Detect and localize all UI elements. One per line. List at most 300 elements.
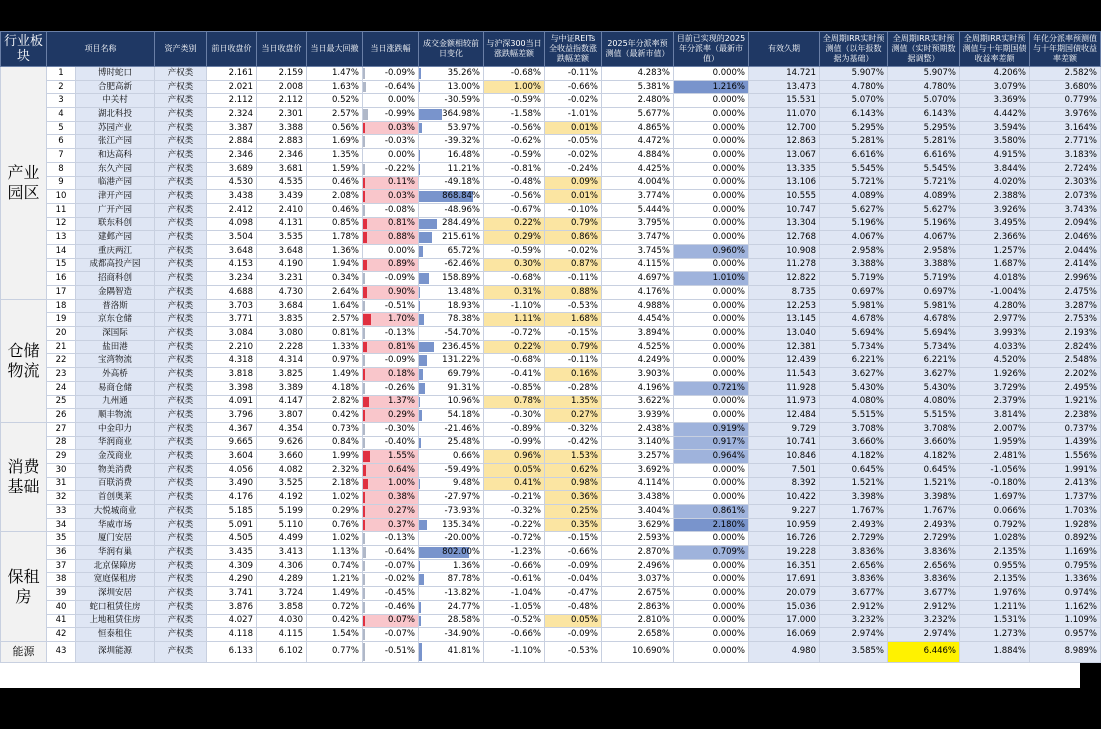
- turnover-text: 16.48%: [447, 149, 480, 160]
- vs-reits-index-cell: 0.88%: [545, 286, 602, 300]
- vs-csi300-cell: -0.62%: [484, 135, 545, 149]
- project-name-cell: 外高桥: [76, 368, 155, 382]
- irr-spread-cell: 1.697%: [960, 491, 1030, 505]
- irr-adjusted-cell: 5.295%: [888, 121, 960, 135]
- close-cell: 4.131: [257, 217, 307, 231]
- dist-realized-cell: 0.000%: [674, 258, 749, 272]
- change-text: -0.64%: [384, 546, 415, 557]
- irr-annual-cell: 5.981%: [820, 299, 888, 313]
- irr-spread-cell: 4.915%: [960, 149, 1030, 163]
- irr-adjusted-cell: 5.721%: [888, 176, 960, 190]
- change-text: -0.07%: [384, 629, 415, 640]
- max-drawdown-cell: 1.94%: [307, 258, 363, 272]
- turnover-text: -48.96%: [444, 204, 480, 215]
- day-change-cell: [363, 258, 419, 272]
- turnover-bar: [419, 150, 420, 161]
- turnover-change-cell: [419, 327, 484, 341]
- vs-csi300-cell: -1.58%: [484, 108, 545, 122]
- dist-spread-cell: 2.073%: [1030, 190, 1101, 204]
- row-index-cell: 32: [47, 491, 76, 505]
- irr-annual-cell: 1.767%: [820, 505, 888, 519]
- change-text: 0.00%: [387, 149, 415, 160]
- irr-adjusted-cell: 0.697%: [888, 286, 960, 300]
- dist-forecast-cell: 5.444%: [602, 203, 674, 217]
- irr-adjusted-cell: 5.719%: [888, 272, 960, 286]
- max-drawdown-cell: 0.73%: [307, 422, 363, 436]
- turnover-change-cell: [419, 299, 484, 313]
- irr-spread-cell: 3.079%: [960, 80, 1030, 94]
- irr-spread-cell: -1.056%: [960, 463, 1030, 477]
- header-irr-spread: 全周期IRR实时预测值与十年期国债收益率差额: [960, 32, 1030, 67]
- dist-realized-cell: 0.917%: [674, 436, 749, 450]
- dist-forecast-cell: 10.690%: [602, 641, 674, 662]
- project-name-cell: 深圳能源: [76, 641, 155, 662]
- asset-class-cell: 产权类: [155, 477, 207, 491]
- close-cell: 9.626: [257, 436, 307, 450]
- turnover-bar: [419, 397, 420, 408]
- project-name-cell: 中金印力: [76, 422, 155, 436]
- irr-adjusted-cell: 1.521%: [888, 477, 960, 491]
- turnover-text: 54.18%: [447, 410, 480, 421]
- dist-forecast-cell: 4.472%: [602, 135, 674, 149]
- vs-reits-index-cell: -0.11%: [545, 354, 602, 368]
- duration-cell: 12.484: [749, 409, 820, 423]
- row-index-cell: 31: [47, 477, 76, 491]
- close-cell: 4.030: [257, 614, 307, 628]
- header-sector: 行业板块: [1, 32, 47, 67]
- duration-cell: 12.253: [749, 299, 820, 313]
- turnover-bar: [419, 410, 422, 421]
- vs-csi300-cell: -0.68%: [484, 354, 545, 368]
- project-name-cell: 北京保障房: [76, 559, 155, 573]
- irr-spread-cell: 3.926%: [960, 203, 1030, 217]
- duration-cell: 13.067: [749, 149, 820, 163]
- table-row: [1, 190, 1101, 204]
- turnover-text: 11.21%: [447, 163, 480, 174]
- row-index-cell: 13: [47, 231, 76, 245]
- vs-csi300-cell: -0.99%: [484, 436, 545, 450]
- irr-adjusted-cell: 5.545%: [888, 162, 960, 176]
- project-name-cell: 金茂商业: [76, 450, 155, 464]
- vs-csi300-cell: 0.41%: [484, 477, 545, 491]
- vs-csi300-cell: -0.59%: [484, 149, 545, 163]
- reits-table-sheet: [0, 31, 1097, 688]
- irr-annual-cell: 2.493%: [820, 518, 888, 532]
- prev-close-cell: 4.056: [207, 463, 257, 477]
- dist-realized-cell: 0.000%: [674, 573, 749, 587]
- turnover-text: -62.46%: [444, 259, 480, 270]
- vs-reits-index-cell: -1.01%: [545, 108, 602, 122]
- table-row: [1, 176, 1101, 190]
- prev-close-cell: 3.234: [207, 272, 257, 286]
- change-bar: [363, 287, 367, 298]
- dist-spread-cell: 2.753%: [1030, 313, 1101, 327]
- duration-cell: 13.304: [749, 217, 820, 231]
- day-change-cell: [363, 190, 419, 204]
- prev-close-cell: 3.876: [207, 600, 257, 614]
- project-name-cell: 首创奥莱: [76, 491, 155, 505]
- close-cell: 3.684: [257, 299, 307, 313]
- table-row: [1, 94, 1101, 108]
- irr-annual-cell: 2.729%: [820, 532, 888, 546]
- project-name-cell: 物美消费: [76, 463, 155, 477]
- turnover-text: 13.48%: [447, 286, 480, 297]
- irr-spread-cell: 1.028%: [960, 532, 1030, 546]
- day-change-cell: [363, 381, 419, 395]
- vs-reits-index-cell: -0.48%: [545, 600, 602, 614]
- day-change-cell: [363, 203, 419, 217]
- change-text: 0.27%: [387, 505, 415, 516]
- prev-close-cell: 2.412: [207, 203, 257, 217]
- dist-realized-cell: 0.000%: [674, 67, 749, 81]
- dist-forecast-cell: 3.622%: [602, 395, 674, 409]
- turnover-text: -13.82%: [444, 587, 480, 598]
- dist-spread-cell: 1.703%: [1030, 505, 1101, 519]
- irr-annual-cell: 2.958%: [820, 244, 888, 258]
- turnover-change-cell: [419, 463, 484, 477]
- irr-spread-cell: -0.180%: [960, 477, 1030, 491]
- table-row: [1, 518, 1101, 532]
- dist-forecast-cell: 3.745%: [602, 244, 674, 258]
- project-name-cell: 盐田港: [76, 340, 155, 354]
- dist-forecast-cell: 4.176%: [602, 286, 674, 300]
- asset-class-cell: 产权类: [155, 176, 207, 190]
- irr-annual-cell: 4.089%: [820, 190, 888, 204]
- table-row: [1, 395, 1101, 409]
- change-bar: [363, 438, 365, 449]
- irr-adjusted-cell: 0.645%: [888, 463, 960, 477]
- vs-csi300-cell: -1.04%: [484, 587, 545, 601]
- table-row: [1, 80, 1101, 94]
- irr-annual-cell: 6.143%: [820, 108, 888, 122]
- turnover-bar: [419, 438, 421, 449]
- dist-forecast-cell: 3.438%: [602, 491, 674, 505]
- dist-spread-cell: 2.413%: [1030, 477, 1101, 491]
- day-change-cell: [363, 231, 419, 245]
- turnover-text: 24.77%: [447, 601, 480, 612]
- vs-reits-index-cell: 0.09%: [545, 176, 602, 190]
- irr-annual-cell: 3.677%: [820, 587, 888, 601]
- close-cell: 3.825: [257, 368, 307, 382]
- day-change-cell: [363, 463, 419, 477]
- max-drawdown-cell: 1.33%: [307, 340, 363, 354]
- vs-reits-index-cell: -0.32%: [545, 422, 602, 436]
- vs-reits-index-cell: 0.05%: [545, 614, 602, 628]
- turnover-change-cell: [419, 368, 484, 382]
- change-bar: [363, 260, 367, 271]
- row-index-cell: 29: [47, 450, 76, 464]
- row-index-cell: 11: [47, 203, 76, 217]
- asset-class-cell: 产权类: [155, 327, 207, 341]
- day-change-cell: [363, 395, 419, 409]
- table-row: [1, 354, 1101, 368]
- dist-forecast-cell: 3.795%: [602, 217, 674, 231]
- vs-reits-index-cell: -0.04%: [545, 573, 602, 587]
- turnover-change-cell: [419, 217, 484, 231]
- irr-adjusted-cell: 5.281%: [888, 135, 960, 149]
- irr-annual-cell: 3.398%: [820, 491, 888, 505]
- day-change-cell: [363, 162, 419, 176]
- prev-close-cell: 4.153: [207, 258, 257, 272]
- row-index-cell: 37: [47, 559, 76, 573]
- row-index-cell: 19: [47, 313, 76, 327]
- turnover-text: 65.72%: [447, 245, 480, 256]
- dist-spread-cell: 1.336%: [1030, 573, 1101, 587]
- irr-adjusted-cell: 2.958%: [888, 244, 960, 258]
- irr-annual-cell: 3.627%: [820, 368, 888, 382]
- turnover-bar: [419, 287, 420, 298]
- irr-adjusted-cell: 5.430%: [888, 381, 960, 395]
- vs-csi300-cell: 1.00%: [484, 80, 545, 94]
- prev-close-cell: 3.689: [207, 162, 257, 176]
- change-bar: [363, 301, 365, 312]
- dist-spread-cell: 3.743%: [1030, 203, 1101, 217]
- vs-reits-index-cell: 1.53%: [545, 450, 602, 464]
- change-text: -0.13%: [384, 327, 415, 338]
- day-change-cell: [363, 354, 419, 368]
- close-cell: 4.354: [257, 422, 307, 436]
- day-change-cell: [363, 573, 419, 587]
- irr-adjusted-cell: 4.089%: [888, 190, 960, 204]
- dist-realized-cell: 0.000%: [674, 354, 749, 368]
- project-name-cell: 深国际: [76, 327, 155, 341]
- max-drawdown-cell: 0.29%: [307, 505, 363, 519]
- duration-cell: 16.069: [749, 628, 820, 642]
- irr-adjusted-cell: 5.627%: [888, 203, 960, 217]
- change-text: 0.81%: [387, 341, 415, 352]
- change-bar: [363, 123, 365, 134]
- max-drawdown-cell: 0.52%: [307, 94, 363, 108]
- row-index-cell: 3: [47, 94, 76, 108]
- turnover-change-cell: [419, 244, 484, 258]
- day-change-cell: [363, 67, 419, 81]
- prev-close-cell: 4.318: [207, 354, 257, 368]
- vs-csi300-cell: -0.32%: [484, 505, 545, 519]
- irr-spread-cell: 1.926%: [960, 368, 1030, 382]
- dist-spread-cell: 3.183%: [1030, 149, 1101, 163]
- vs-reits-index-cell: 0.25%: [545, 505, 602, 519]
- duration-cell: 10.555: [749, 190, 820, 204]
- irr-annual-cell: 3.836%: [820, 573, 888, 587]
- duration-cell: 13.145: [749, 313, 820, 327]
- duration-cell: 19.228: [749, 546, 820, 560]
- project-name-cell: 京东仓储: [76, 313, 155, 327]
- turnover-text: 13.00%: [447, 81, 480, 92]
- row-index-cell: 35: [47, 532, 76, 546]
- dist-realized-cell: 0.000%: [674, 286, 749, 300]
- close-cell: 4.289: [257, 573, 307, 587]
- irr-adjusted-cell: 5.515%: [888, 409, 960, 423]
- prev-close-cell: 2.884: [207, 135, 257, 149]
- prev-close-cell: 6.133: [207, 641, 257, 662]
- irr-spread-cell: 2.388%: [960, 190, 1030, 204]
- irr-annual-cell: 5.295%: [820, 121, 888, 135]
- prev-close-cell: 3.604: [207, 450, 257, 464]
- dist-realized-cell: 0.000%: [674, 94, 749, 108]
- max-drawdown-cell: 0.46%: [307, 176, 363, 190]
- prev-close-cell: 4.290: [207, 573, 257, 587]
- day-change-cell: [363, 559, 419, 573]
- day-change-cell: [363, 409, 419, 423]
- turnover-text: -21.46%: [444, 423, 480, 434]
- project-name-cell: 广开产园: [76, 203, 155, 217]
- vs-csi300-cell: -1.10%: [484, 299, 545, 313]
- change-bar: [363, 561, 365, 572]
- vs-csi300-cell: -0.66%: [484, 559, 545, 573]
- irr-adjusted-cell: 5.694%: [888, 327, 960, 341]
- irr-adjusted-cell: 3.388%: [888, 258, 960, 272]
- close-cell: 2.883: [257, 135, 307, 149]
- close-cell: 4.306: [257, 559, 307, 573]
- asset-class-cell: 产权类: [155, 80, 207, 94]
- dist-spread-cell: 1.169%: [1030, 546, 1101, 560]
- dist-forecast-cell: 4.115%: [602, 258, 674, 272]
- vs-reits-index-cell: 0.79%: [545, 340, 602, 354]
- irr-adjusted-cell: 4.182%: [888, 450, 960, 464]
- vs-csi300-cell: -0.61%: [484, 573, 545, 587]
- turnover-bar: [419, 479, 420, 490]
- table-row: [1, 272, 1101, 286]
- duration-cell: 10.747: [749, 203, 820, 217]
- change-text: 0.07%: [387, 615, 415, 626]
- dist-spread-cell: 2.202%: [1030, 368, 1101, 382]
- vs-csi300-cell: -0.66%: [484, 628, 545, 642]
- table-row: [1, 135, 1101, 149]
- change-bar: [363, 136, 365, 147]
- prev-close-cell: 2.112: [207, 94, 257, 108]
- vs-reits-index-cell: -0.02%: [545, 149, 602, 163]
- close-cell: 5.199: [257, 505, 307, 519]
- day-change-cell: [363, 628, 419, 642]
- vs-reits-index-cell: -0.11%: [545, 272, 602, 286]
- dist-forecast-cell: 4.525%: [602, 340, 674, 354]
- table-row: [1, 108, 1101, 122]
- irr-adjusted-cell: 4.067%: [888, 231, 960, 245]
- table-row: [1, 217, 1101, 231]
- project-name-cell: 恒泰租住: [76, 628, 155, 642]
- max-drawdown-cell: 1.35%: [307, 149, 363, 163]
- change-bar: [363, 574, 365, 585]
- irr-adjusted-cell: 3.627%: [888, 368, 960, 382]
- max-drawdown-cell: 1.36%: [307, 244, 363, 258]
- row-index-cell: 18: [47, 299, 76, 313]
- irr-annual-cell: 5.545%: [820, 162, 888, 176]
- project-name-cell: 湖北科投: [76, 108, 155, 122]
- change-text: -0.99%: [384, 108, 415, 119]
- change-text: 0.03%: [387, 122, 415, 133]
- irr-adjusted-cell: 3.232%: [888, 614, 960, 628]
- irr-annual-cell: 5.430%: [820, 381, 888, 395]
- dist-spread-cell: 1.109%: [1030, 614, 1101, 628]
- irr-spread-cell: 3.814%: [960, 409, 1030, 423]
- max-drawdown-cell: 1.02%: [307, 532, 363, 546]
- irr-spread-cell: 4.033%: [960, 340, 1030, 354]
- change-text: -0.09%: [384, 355, 415, 366]
- project-name-cell: 易商仓储: [76, 381, 155, 395]
- day-change-cell: [363, 244, 419, 258]
- irr-spread-cell: 1.687%: [960, 258, 1030, 272]
- turnover-change-cell: [419, 203, 484, 217]
- close-cell: 2.346: [257, 149, 307, 163]
- change-bar: [363, 643, 365, 661]
- vs-csi300-cell: -0.22%: [484, 518, 545, 532]
- dist-realized-cell: 0.000%: [674, 217, 749, 231]
- turnover-text: 131.22%: [442, 355, 480, 366]
- irr-annual-cell: 3.232%: [820, 614, 888, 628]
- turnover-change-cell: [419, 313, 484, 327]
- irr-spread-cell: 1.959%: [960, 436, 1030, 450]
- irr-spread-cell: 3.993%: [960, 327, 1030, 341]
- asset-class-cell: 产权类: [155, 368, 207, 382]
- asset-class-cell: 产权类: [155, 244, 207, 258]
- change-text: 0.00%: [387, 95, 415, 106]
- vs-csi300-cell: 0.05%: [484, 463, 545, 477]
- irr-annual-cell: 6.221%: [820, 354, 888, 368]
- asset-class-cell: 产权类: [155, 108, 207, 122]
- max-drawdown-cell: 0.72%: [307, 600, 363, 614]
- change-text: -0.09%: [384, 67, 415, 78]
- turnover-text: -49.18%: [444, 177, 480, 188]
- max-drawdown-cell: 1.69%: [307, 135, 363, 149]
- prev-close-cell: 3.398: [207, 381, 257, 395]
- max-drawdown-cell: 1.47%: [307, 67, 363, 81]
- turnover-text: -20.00%: [444, 533, 480, 544]
- turnover-change-cell: [419, 286, 484, 300]
- project-name-cell: 招商科创: [76, 272, 155, 286]
- max-drawdown-cell: 0.77%: [307, 641, 363, 662]
- dist-spread-cell: 2.044%: [1030, 244, 1101, 258]
- row-index-cell: 42: [47, 628, 76, 642]
- irr-adjusted-cell: 3.398%: [888, 491, 960, 505]
- vs-csi300-cell: -0.21%: [484, 491, 545, 505]
- close-cell: 2.008: [257, 80, 307, 94]
- dist-realized-cell: 0.000%: [674, 108, 749, 122]
- irr-adjusted-cell: 3.708%: [888, 422, 960, 436]
- vs-csi300-cell: -1.23%: [484, 546, 545, 560]
- header-project: 项目名称: [47, 32, 155, 67]
- duration-cell: 7.501: [749, 463, 820, 477]
- irr-spread-cell: 2.135%: [960, 573, 1030, 587]
- table-row: [1, 409, 1101, 423]
- vs-reits-index-cell: -0.02%: [545, 94, 602, 108]
- row-index-cell: 43: [47, 641, 76, 662]
- vs-csi300-cell: -0.56%: [484, 121, 545, 135]
- dist-forecast-cell: 3.037%: [602, 573, 674, 587]
- max-drawdown-cell: 0.74%: [307, 559, 363, 573]
- table-row: [1, 546, 1101, 560]
- prev-close-cell: 3.435: [207, 546, 257, 560]
- asset-class-cell: 产权类: [155, 546, 207, 560]
- close-cell: 3.525: [257, 477, 307, 491]
- turnover-bar: [419, 301, 420, 312]
- irr-spread-cell: 1.884%: [960, 641, 1030, 662]
- change-bar: [363, 232, 367, 243]
- change-text: -0.02%: [384, 574, 415, 585]
- turnover-change-cell: [419, 381, 484, 395]
- turnover-bar: [419, 342, 434, 353]
- vs-reits-index-cell: -0.42%: [545, 436, 602, 450]
- day-change-cell: [363, 327, 419, 341]
- project-name-cell: 成都高投产园: [76, 258, 155, 272]
- change-text: 1.37%: [387, 396, 415, 407]
- change-bar: [363, 164, 365, 175]
- vs-reits-index-cell: 0.87%: [545, 258, 602, 272]
- turnover-text: -59.49%: [444, 464, 480, 475]
- dist-forecast-cell: 4.004%: [602, 176, 674, 190]
- vs-csi300-cell: -0.72%: [484, 327, 545, 341]
- dist-forecast-cell: 2.870%: [602, 546, 674, 560]
- dist-realized-cell: 0.000%: [674, 409, 749, 423]
